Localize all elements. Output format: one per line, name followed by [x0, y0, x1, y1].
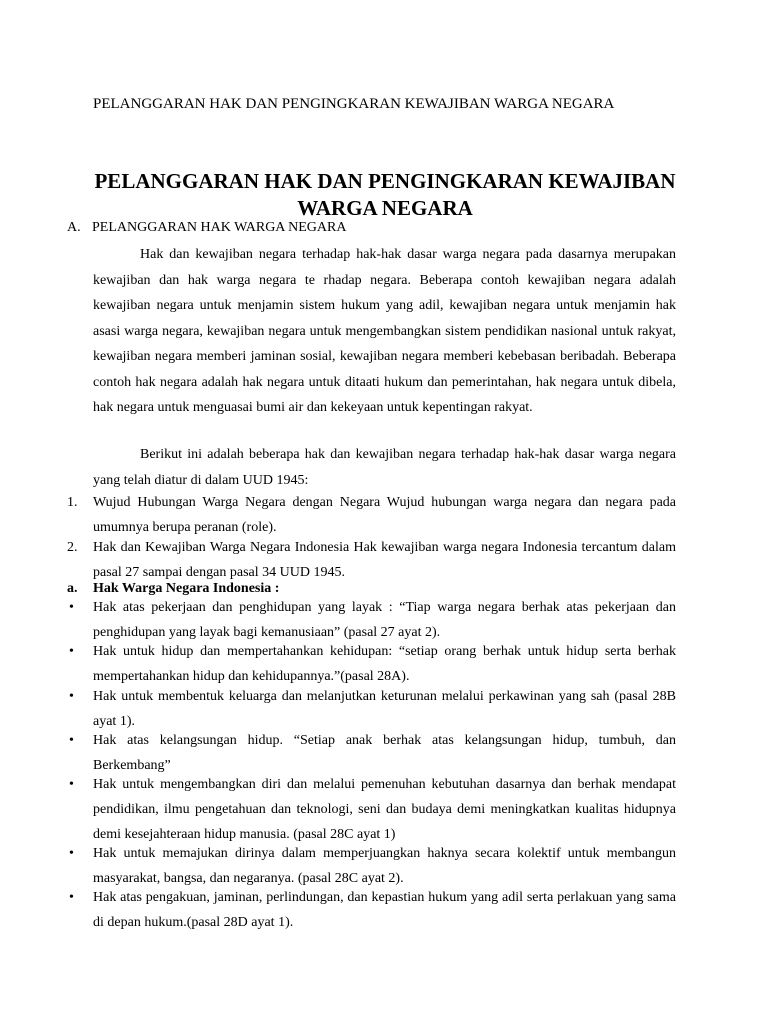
bullet-dot-icon: • [69, 846, 74, 861]
subsection-label: a. [67, 581, 78, 596]
bullet-text: Hak untuk hidup dan mempertahankan kehidupan: “setiap orang berhak untuk hidup serta berhak mempertahankan hidup dan kehidupannya.”(pasal 28A). [93, 644, 676, 684]
bullet-text: Hak atas kelangsungan hidup. “Setiap anak berhak atas kelangsungan hidup, tumbuh, dan Berkembang” [93, 733, 676, 773]
bullet-text: Hak atas pekerjaan dan penghidupan yang layak : “Tiap warga negara berhak atas pekerjaan dan penghidupan yang layak bagi kemanusiaan” (pasal 27 ayat 2). [93, 600, 676, 640]
bullet-text: Hak untuk mengembangkan diri dan melalui pemenuhan kebutuhan dasarnya dan berhak mendapat pendidikan, ilmu pengetahuan dan teknologi, seni dan budaya demi meningkatkan kualitas hidupnya demi kesejahteraan hidup manusia. (pasal 28C ayat 1) [93, 777, 676, 842]
paragraph-2: Berikut ini adalah beberapa hak dan kewajiban negara terhadap hak-hak dasar warga negara yang telah diatur di dalam UUD 1945: [93, 447, 676, 488]
bullet-item [67, 639, 676, 689]
item-text: Wujud Hubungan Warga Negara dengan Negara Wujud hubungan warga negara dan negara pada umumnya berupa peranan (role). [93, 495, 676, 535]
bullet-dot-icon: • [69, 600, 74, 615]
bullet-item [67, 841, 676, 891]
bullet-dot-icon: • [69, 689, 74, 704]
bullet-dot-icon: • [69, 777, 74, 792]
header-title: PELANGGARAN HAK DAN PENGINGKARAN KEWAJIBAN WARGA NEGARA [93, 96, 615, 112]
section-title: PELANGGARAN HAK WARGA NEGARA [92, 220, 347, 235]
bullet-text: Hak untuk membentuk keluarga dan melanjutkan keturunan melalui perkawinan yang sah (pasal 28B ayat 1). [93, 689, 676, 729]
subsection-title: Hak Warga Negara Indonesia : [93, 581, 280, 596]
bullet-dot-icon: • [69, 733, 74, 748]
bullet-item [67, 728, 676, 778]
item-text: Hak dan Kewajiban Warga Negara Indonesia Hak kewajiban warga negara Indonesia tercantum dalam pasal 27 sampai dengan pasal 34 UUD 1945. [93, 540, 676, 580]
bullet-item [67, 684, 676, 734]
numbered-item-1 [67, 490, 676, 540]
bullet-text: Hak atas pengakuan, jaminan, perlindungan, dan kepastian hukum yang adil serta perlakuan yang sama di depan hukum.(pasal 28D ayat 1). [93, 890, 676, 930]
numbered-item-2 [67, 535, 676, 585]
bullet-item [67, 885, 676, 935]
section-label: A. [67, 220, 81, 235]
paragraph-1: Hak dan kewajiban negara terhadap hak-hak dasar warga negara pada dasarnya merupakan kewajiban dan hak warga negara te rhadap negara. Beberapa contoh kewajiban negara adalah kewajiban negara untuk menjamin sistem hukum yang adil, kewajiban negara untuk menjamin hak asasi warga negara, kewajiban negara untuk mengembangkan sistem pendidikan nasional untuk rakyat, kewajiban negara memberi jaminan sosial, kewajiban negara memberi kebebasan beribadah. Beberapa contoh hak negara adalah hak negara untuk ditaati hukum dan pemerintahan, hak negara untuk dibela, hak negara untuk menguasai bumi air dan kekeyaan untuk kepentingan rakyat. [93, 247, 676, 415]
bullet-dot-icon: • [69, 890, 74, 905]
item-number: 2. [67, 540, 78, 555]
item-number: 1. [67, 495, 78, 510]
main-title: PELANGGARAN HAK DAN PENGINGKARAN KEWAJIBAN WARGA NEGARA [94, 169, 676, 220]
bullet-item [67, 595, 676, 645]
bullet-text: Hak untuk memajukan dirinya dalam memperjuangkan haknya secara kolektif untuk membangun masyarakat, bangsa, dan negaranya. (pasal 28C ayat 2). [93, 846, 676, 886]
bullet-dot-icon: • [69, 644, 74, 659]
section-heading-a [67, 219, 346, 237]
bullet-item [67, 772, 676, 847]
